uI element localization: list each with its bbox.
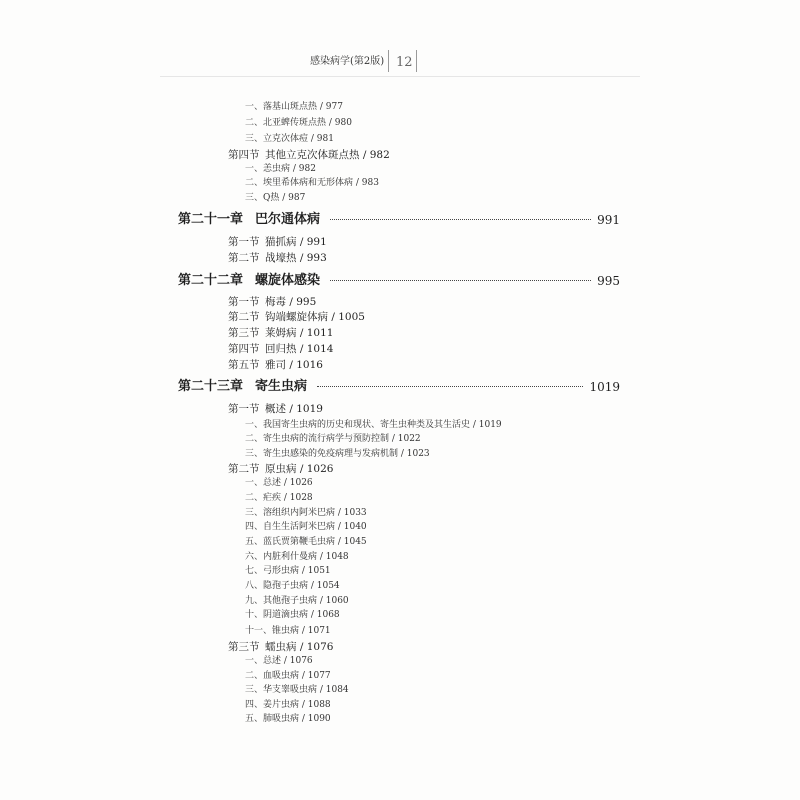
toc-item: 二、疟疾 / 1028 (245, 493, 313, 503)
toc-item: 十、阴道滴虫病 / 1068 (245, 610, 340, 620)
toc-chapter (178, 274, 620, 287)
toc-item: 二、寄生虫病的流行病学与预防控制 / 1022 (245, 434, 421, 444)
section-title: 雅司 / 1016 (265, 359, 323, 371)
toc-section (228, 404, 323, 415)
chapter-title: 寄生虫病 (255, 379, 308, 394)
toc-item: 四、姜片虫病 / 1088 (245, 700, 331, 710)
toc-item: 一、总述 / 1076 (245, 656, 313, 666)
toc-section (228, 150, 390, 161)
section-title: 其他立克次体斑点热 / 982 (265, 149, 390, 161)
toc-section (228, 642, 333, 653)
toc-item: 一、总述 / 1026 (245, 478, 313, 488)
chapter-number: 第二十三章 (178, 379, 244, 394)
toc-section (228, 297, 316, 308)
toc-item: 一、落基山斑点热 / 977 (245, 102, 343, 112)
section-number: 第一节 (228, 296, 260, 308)
dot-leader (330, 280, 591, 281)
toc-chapter (178, 213, 620, 226)
toc-section (228, 360, 323, 371)
toc-item: 四、自生生活阿米巴病 / 1040 (245, 522, 367, 532)
section-title: 原虫病 / 1026 (265, 463, 334, 475)
chapter-title: 巴尔通体病 (255, 212, 321, 227)
toc-section (228, 237, 327, 248)
dot-leader (317, 386, 583, 387)
toc-item: 一、恙虫病 / 982 (245, 164, 316, 174)
chapter-page: 995 (597, 273, 620, 288)
chapter-number: 第二十二章 (178, 273, 244, 288)
section-title: 回归热 / 1014 (265, 343, 334, 355)
chapter-title: 螺旋体感染 (255, 273, 321, 288)
dot-leader (330, 219, 591, 220)
toc-item: 三、寄生虫感染的免疫病理与发病机制 / 1023 (245, 449, 430, 459)
toc-section (228, 253, 327, 264)
toc-item: 五、肺吸虫病 / 1090 (245, 714, 331, 724)
toc-item: 五、蓝氏贾第鞭毛虫病 / 1045 (245, 537, 367, 547)
header-divider-left (388, 50, 389, 72)
toc-section (228, 328, 333, 339)
header-rule (160, 76, 640, 77)
page-number: 12 (396, 55, 413, 70)
section-title: 概述 / 1019 (265, 403, 323, 415)
section-number: 第一节 (228, 403, 260, 415)
toc-section (228, 464, 333, 475)
section-title: 梅毒 / 995 (265, 296, 317, 308)
chapter-number: 第二十一章 (178, 212, 244, 227)
toc-item: 九、其他孢子虫病 / 1060 (245, 596, 349, 606)
toc-item: 二、埃里希体病和无形体病 / 983 (245, 178, 379, 188)
section-number: 第五节 (228, 359, 260, 371)
toc-item: 三、华支睾吸虫病 / 1084 (245, 685, 349, 695)
section-number: 第四节 (228, 343, 260, 355)
section-number: 第一节 (228, 236, 260, 248)
section-title: 战壕热 / 993 (265, 252, 327, 264)
toc-item: 一、我国寄生虫病的历史和现状、寄生虫种类及其生活史 / 1019 (245, 420, 502, 430)
section-number: 第四节 (228, 149, 260, 161)
toc-item: 八、隐孢子虫病 / 1054 (245, 581, 340, 591)
toc-section (228, 312, 365, 323)
running-head-title: 感染病学(第2版) (310, 56, 385, 67)
toc-item: 三、Q热 / 987 (245, 193, 306, 203)
section-title: 莱姆病 / 1011 (265, 327, 334, 339)
chapter-page: 991 (597, 212, 620, 227)
toc-item: 二、北亚蜱传斑点热 / 980 (245, 118, 352, 128)
toc-chapter (178, 380, 620, 393)
section-number: 第二节 (228, 463, 260, 475)
toc-item: 三、立克次体痘 / 981 (245, 134, 334, 144)
toc-section (228, 344, 333, 355)
section-number: 第三节 (228, 641, 260, 653)
toc-item: 六、内脏利什曼病 / 1048 (245, 552, 349, 562)
section-number: 第三节 (228, 327, 260, 339)
chapter-page: 1019 (589, 379, 620, 394)
section-title: 钩端螺旋体病 / 1005 (265, 311, 365, 323)
toc-item: 七、弓形虫病 / 1051 (245, 566, 331, 576)
header-divider-right (416, 50, 417, 72)
toc-item: 十一、锥虫病 / 1071 (245, 626, 331, 636)
toc-item: 三、溶组织内阿米巴病 / 1033 (245, 508, 367, 518)
toc-item: 二、血吸虫病 / 1077 (245, 671, 331, 681)
section-title: 蠕虫病 / 1076 (265, 641, 334, 653)
section-number: 第二节 (228, 311, 260, 323)
section-title: 猫抓病 / 991 (265, 236, 327, 248)
section-number: 第二节 (228, 252, 260, 264)
